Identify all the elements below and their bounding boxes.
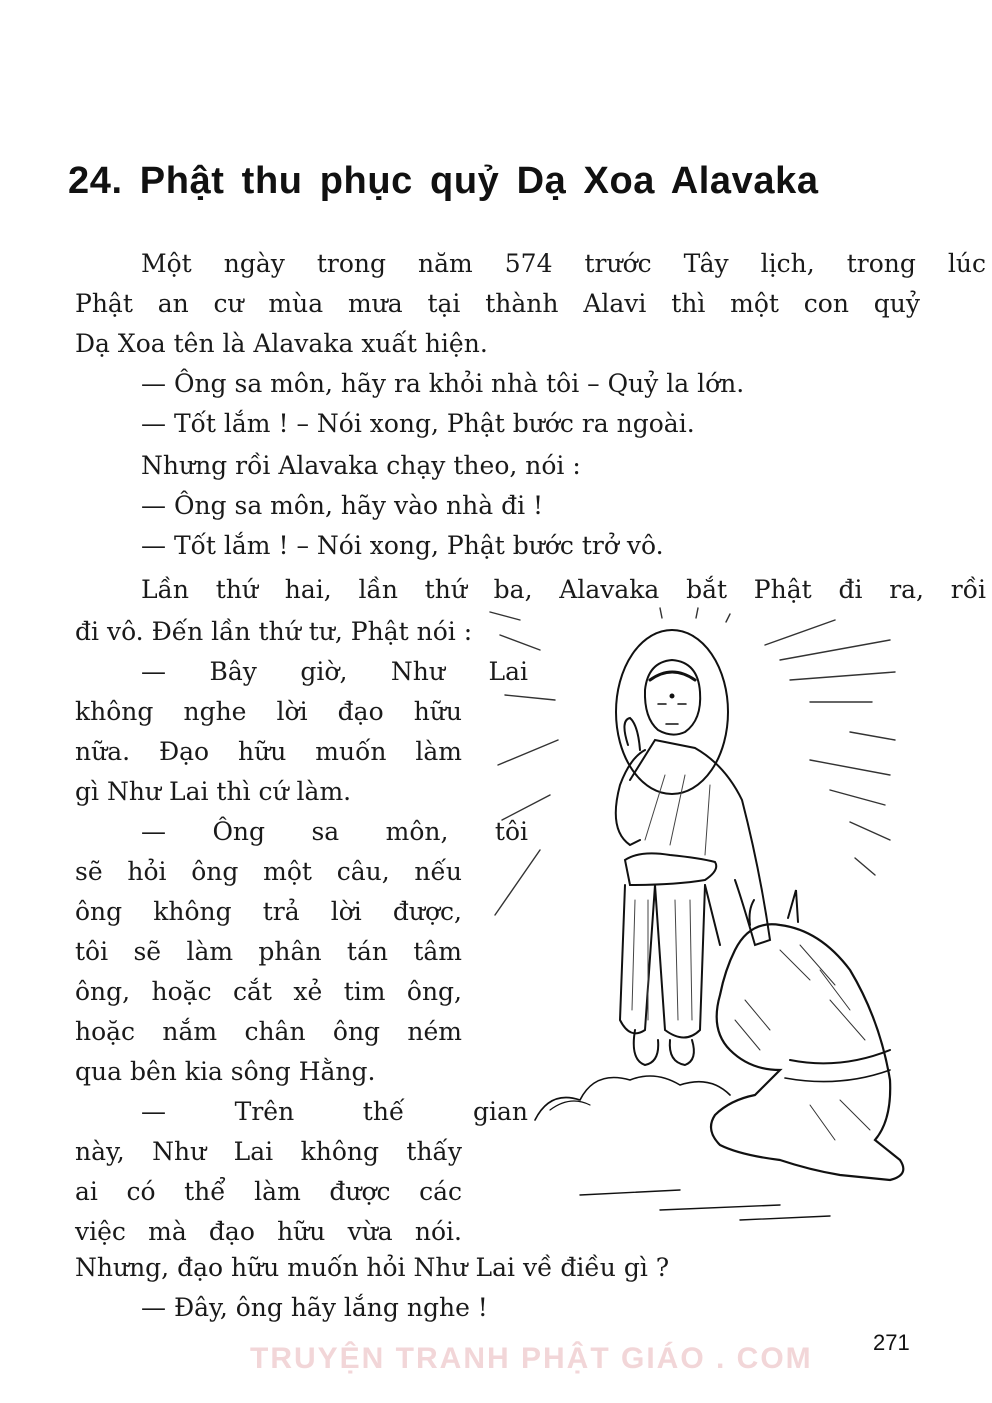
text-line: ông, hoặc cắt xẻ tim ông, (75, 977, 462, 1006)
text-line: — Bây giờ, Như Lai (141, 657, 528, 686)
text-line: ai có thể làm được các (75, 1177, 462, 1206)
text-line: — Ông sa môn, tôi (141, 817, 528, 846)
watermark: TRUYỆN TRANH PHẬT GIÁO . COM (250, 1342, 813, 1375)
text-line: Một ngày trong năm 574 trước Tây lịch, trong lúc (141, 249, 986, 278)
text-line: Dạ Xoa tên là Alavaka xuất hiện. (75, 329, 488, 358)
illustration-buddha-and-alavaka (480, 600, 940, 1240)
text-line: qua bên kia sông Hằng. (75, 1057, 376, 1086)
dialogue-line: — Ông sa môn, hãy ra khỏi nhà tôi – Quỷ la lớn. (141, 369, 745, 398)
text-line: việc mà đạo hữu vừa nói. (75, 1217, 462, 1246)
text-line: ông không trả lời được, (75, 897, 462, 926)
text-line: gì Như Lai thì cứ làm. (75, 777, 352, 806)
page-number: 271 (873, 1330, 910, 1355)
text-line: hoặc nắm chân ông ném (75, 1017, 462, 1046)
text-line: nữa. Đạo hữu muốn làm (75, 737, 462, 766)
text-line: đi vô. Đến lần thứ tư, Phật nói : (75, 617, 473, 646)
dialogue-line: — Tốt lắm ! – Nói xong, Phật bước trở vô. (141, 531, 664, 560)
text-line: Lần thứ hai, lần thứ ba, Alavaka bắt Phật đi ra, rồi (141, 575, 986, 604)
text-line: không nghe lời đạo hữu (75, 697, 462, 726)
buddha-demon-drawing-icon (480, 600, 940, 1240)
text-line: Nhưng, đạo hữu muốn hỏi Như Lai về điều gì ? (75, 1253, 670, 1282)
dialogue-line: — Đây, ông hãy lắng nghe ! (141, 1293, 488, 1322)
narration-line: Nhưng rồi Alavaka chạy theo, nói : (141, 451, 581, 480)
text-line: — Trên thế gian (141, 1097, 528, 1126)
text-line: này, Như Lai không thấy (75, 1137, 462, 1166)
dialogue-line: — Tốt lắm ! – Nói xong, Phật bước ra ngoài. (141, 409, 695, 438)
text-line: Phật an cư mùa mưa tại thành Alavi thì một con quỷ (75, 289, 920, 318)
light-rays (490, 608, 895, 915)
text-line: tôi sẽ làm phân tán tâm (75, 937, 462, 966)
dialogue-line: — Ông sa môn, hãy vào nhà đi ! (141, 491, 544, 520)
chapter-title: 24. Phật thu phục quỷ Dạ Xoa Alavaka (68, 160, 819, 202)
text-line: sẽ hỏi ông một câu, nếu (75, 857, 462, 886)
